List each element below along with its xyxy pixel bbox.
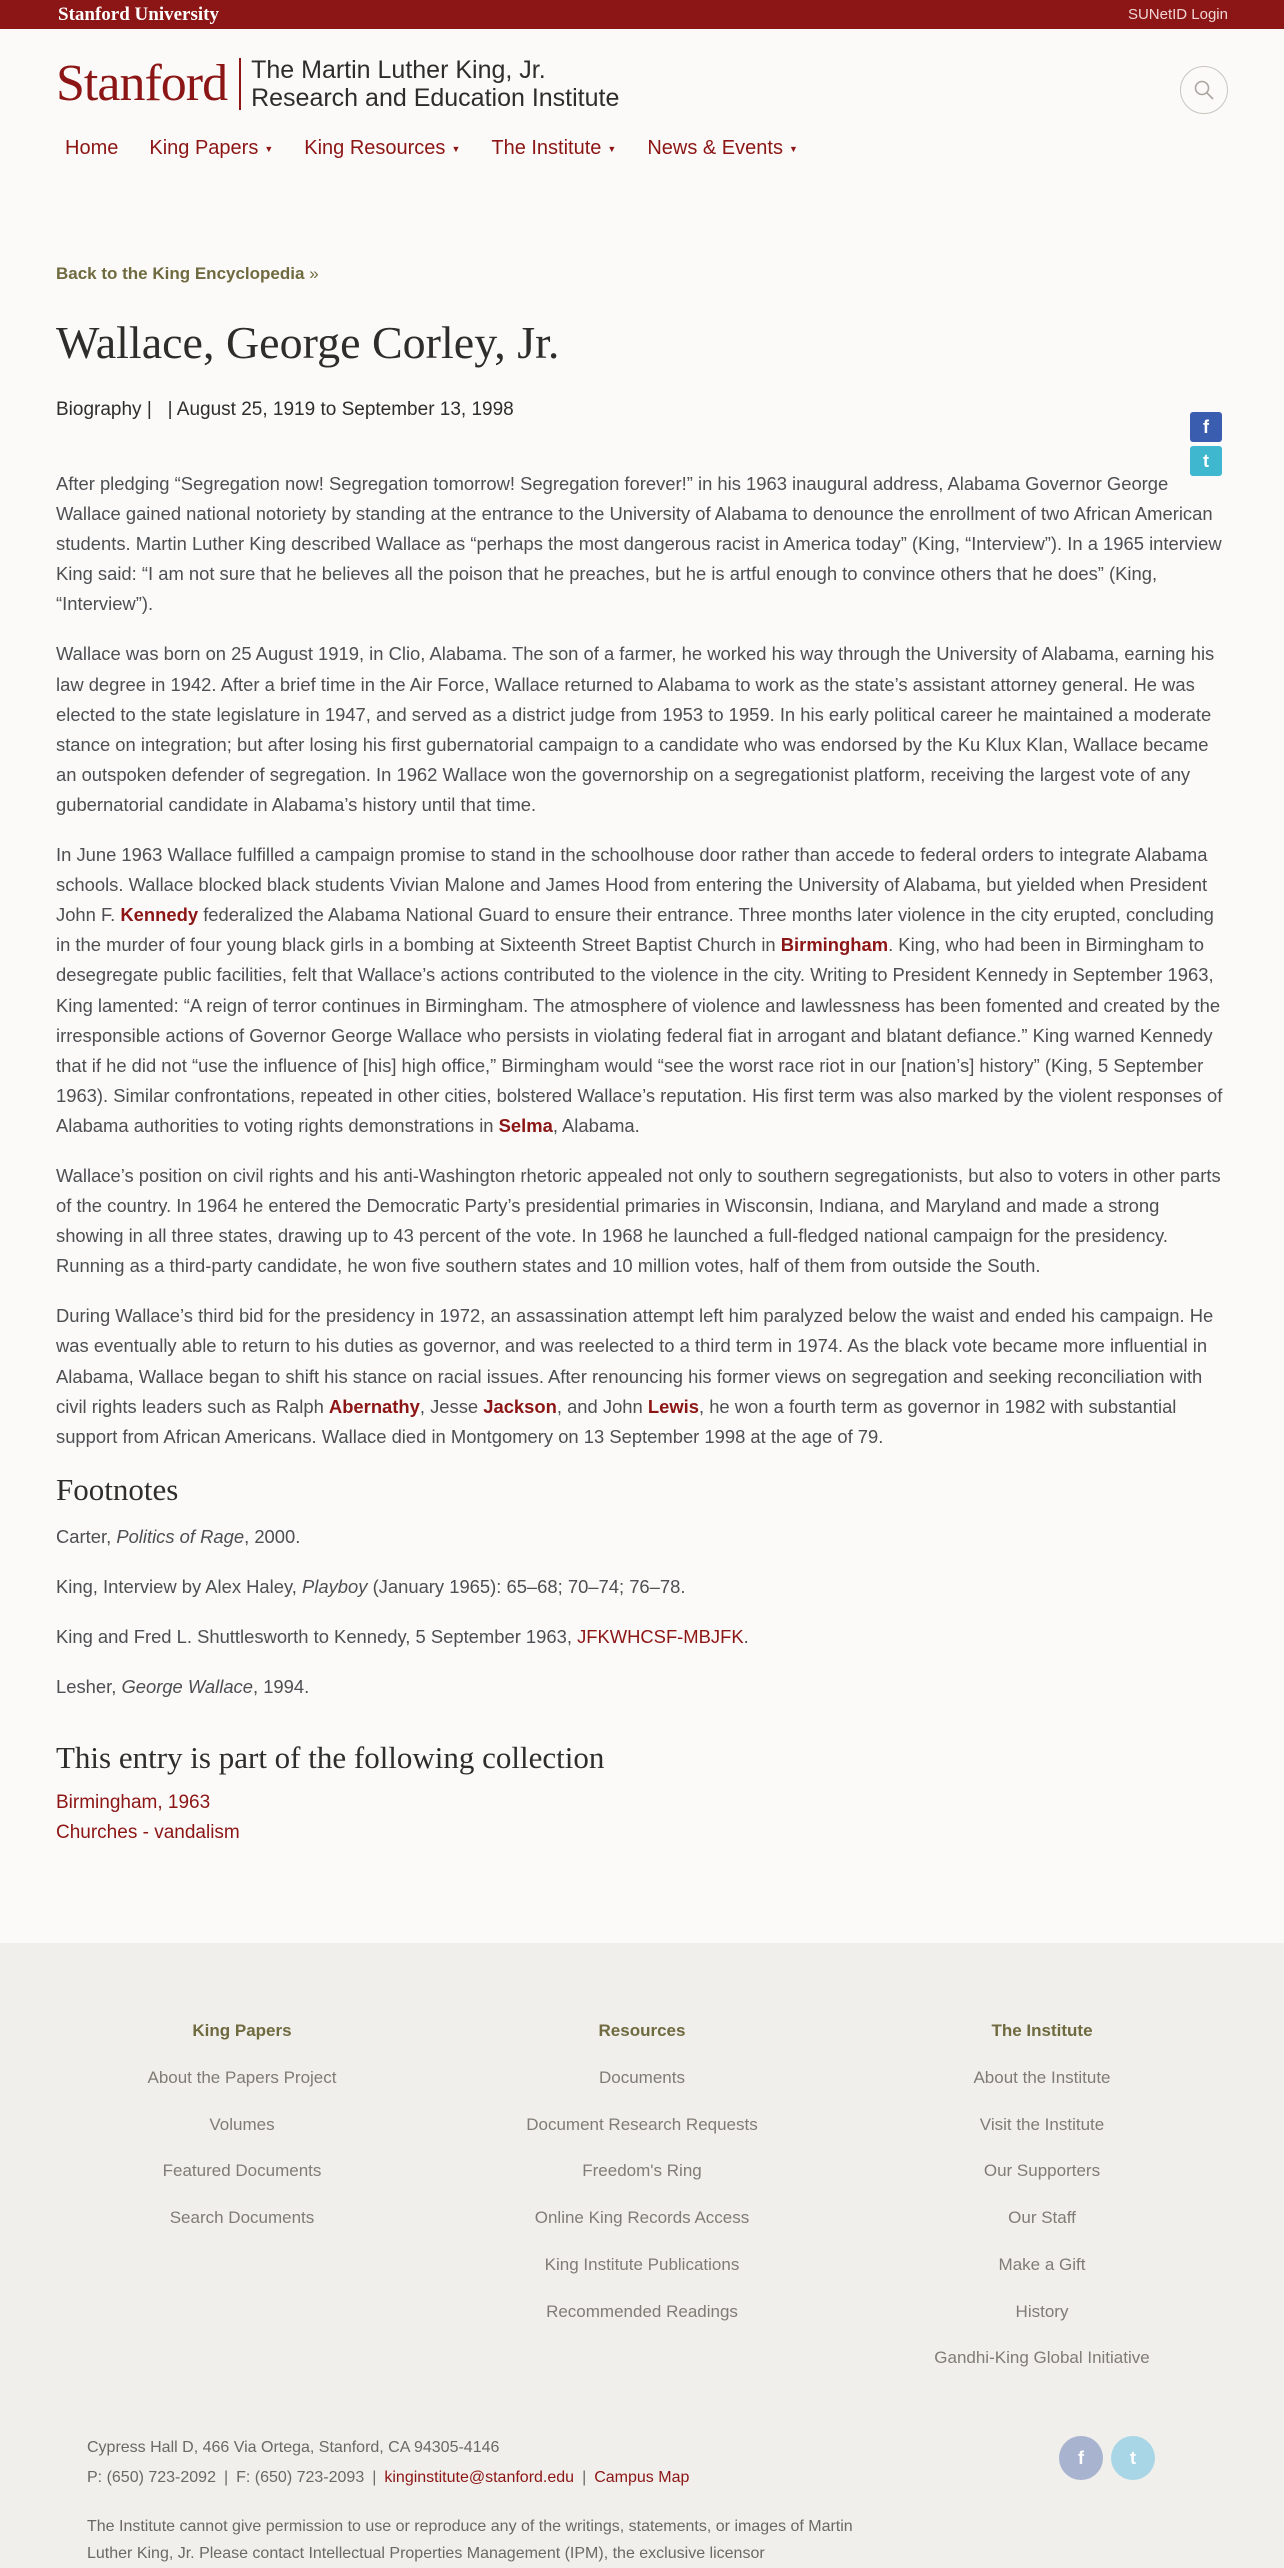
footer-link[interactable]: Gandhi-King Global Initiative (934, 2348, 1150, 2368)
footer-col-king-papers (32, 2021, 452, 2242)
nav-home[interactable] (56, 133, 127, 164)
collection-link-churches[interactable]: Churches - vandalism (56, 1821, 240, 1843)
email-link[interactable]: kinginstitute@stanford.edu (384, 2469, 575, 2486)
text-span: Lesher, (56, 1675, 122, 1697)
page-title: Wallace, George Corley, Jr. (56, 317, 560, 368)
text-span: (January 1965): 65–68; 70–74; 76–78. (367, 1575, 686, 1597)
footnote-2 (56, 1574, 1228, 1600)
nav-king-resources[interactable] (295, 133, 469, 164)
footer-link[interactable]: Documents (599, 2068, 685, 2087)
nav-news-events[interactable] (638, 133, 807, 164)
footer-link[interactable]: King Institute Publications (544, 2254, 740, 2274)
site-brand[interactable] (56, 54, 619, 113)
collection-link-birmingham[interactable]: Birmingham, 1963 (56, 1791, 211, 1813)
footer-link[interactable]: Make a Gift (998, 2254, 1086, 2274)
facebook-icon[interactable]: f (1059, 2436, 1103, 2480)
text-span: , Alabama. (552, 1114, 640, 1136)
text-span: , Jesse (419, 1395, 484, 1417)
facebook-share-icon[interactable]: f (1190, 412, 1222, 442)
kennedy-link[interactable]: Kennedy (120, 904, 199, 926)
entry-dates: August 25, 1919 to September 13, 1998 (176, 399, 514, 420)
footer-link[interactable]: Search Documents (169, 2208, 315, 2228)
magazine-title: Playboy (302, 1575, 368, 1597)
contact-line (87, 2463, 689, 2493)
twitter-icon[interactable]: t (1111, 2436, 1155, 2480)
footer-link[interactable]: Featured Documents (162, 2161, 322, 2181)
footer-link[interactable]: Volumes (209, 2114, 275, 2134)
footnote-1 (56, 1524, 1228, 1550)
paragraph-3 (56, 840, 1228, 1141)
footer-link[interactable]: Our Supporters (983, 2161, 1101, 2181)
birmingham-link[interactable]: Birmingham (780, 934, 889, 956)
text-span: , he won a fourth term as governor in 1982 with substantial support from African Americans. Wallace died in Montgomery on 13 September 1998 at the age of 79. (56, 1395, 1177, 1447)
entry-type: Biography (56, 399, 142, 420)
stanford-logo: Stanford (56, 55, 228, 112)
text-span: . King, who had been in Birmingham to desegregate public facilities, felt that Wallace’s actions contributed to the violence in the city. Writing to President Kennedy in September 1963, King lamented: “A reign of terror continues in Birmingham. The atmosphere of violence and lawlessness has been fomented and created by the irresponsible actions of Governor George Wallace who persists in violating federal fiat in arrogant and blatant defiance.” King warned Kennedy that if he did not “use the influence of [his] high office,” Birmingham would “see the worst race riot in our [nation’s] history” (King, 5 September 1963). Similar confrontations, repeated in other cities, bolstered Wallace’s reputation. His first term was also marked by the violent responses of Alabama authorities to voting rights demonstrations in (56, 934, 1223, 1136)
share-buttons (1190, 412, 1222, 480)
lewis-link[interactable]: Lewis (647, 1395, 699, 1417)
footer-link[interactable]: About the Papers Project (147, 2068, 337, 2087)
phone: P: (650) 723-2092 (87, 2469, 216, 2486)
twitter-share-icon[interactable]: t (1190, 446, 1222, 476)
footer-link[interactable]: About the Institute (973, 2068, 1111, 2087)
nav-king-papers[interactable] (140, 133, 282, 164)
footer-link[interactable]: Freedom's Ring (582, 2161, 702, 2181)
caret-down-icon: ▼ (607, 143, 617, 154)
university-topbar (0, 0, 1284, 29)
jackson-link[interactable]: Jackson (483, 1395, 557, 1417)
text-span: During Wallace’s third bid for the presidency in 1972, an assassination attempt left him paralyzed below the waist and ended his campaign. He was eventually able to return to his duties as governor, and was reelected to a third term in 1974. As the black vote became more influential in Alabama, Wallace began to shift his stance on racial issues. After renouncing his former views on segregation and seeking reconciliation with civil rights leaders such as Ralph (56, 1305, 1214, 1417)
nav-the-institute[interactable] (482, 133, 625, 164)
search-icon (1193, 79, 1215, 101)
brand-divider (239, 58, 241, 110)
back-label: Back to the King Encyclopedia (56, 264, 305, 283)
caret-down-icon: ▼ (451, 143, 461, 154)
footer-heading: King Papers (192, 2021, 292, 2040)
nav-news-events-label: News & Events (647, 137, 783, 159)
footer-social (1059, 2436, 1163, 2480)
text-span: . (743, 1625, 749, 1647)
text-span: In June 1963 Wallace fulfilled a campaign promise to stand in the schoolhouse door rather than accede to federal orders to integrate Alabama schools. Wallace blocked black students Vivian Malone and James Hood from entering the University of Alabama, but yielded when President John F. (56, 844, 1208, 926)
address: Cypress Hall D, 466 Via Ortega, Stanford, CA 94305-4146 (87, 2439, 500, 2456)
main-content (56, 264, 1228, 1848)
footer-col-institute (832, 2021, 1252, 2382)
raquo-icon: » (309, 264, 319, 283)
main-nav (56, 133, 820, 164)
site-footer (0, 1943, 1284, 2568)
collection-heading: This entry is part of the following collection (56, 1739, 605, 1775)
institute-name-line1: The Martin Luther King, Jr. (251, 55, 546, 84)
institute-name (251, 56, 619, 112)
footer-link[interactable]: Online King Records Access (534, 2208, 750, 2228)
institute-name-line2: Research and Education Institute (251, 83, 620, 112)
text-span: King and Fred L. Shuttlesworth to Kennedy, 5 September 1963, (56, 1625, 578, 1647)
footer-heading: Resources (598, 2021, 686, 2040)
entry-meta: Biography | | August 25, 1919 to September 13, 1998 (56, 399, 514, 420)
back-to-encyclopedia-link[interactable] (56, 264, 319, 283)
caret-down-icon: ▼ (264, 143, 274, 154)
paragraph-5 (56, 1301, 1228, 1451)
footer-link[interactable]: Document Research Requests (526, 2114, 758, 2134)
search-button[interactable] (1180, 66, 1228, 114)
legal-notice: The Institute cannot give permission to use or reproduce any of the writings, statements, or images of Martin Luther King, Jr. Please contact Intellectual Properties Management (IPM), the exclusive licensor (87, 2518, 853, 2562)
article-body (56, 469, 1228, 1452)
nav-home-label: Home (65, 137, 119, 159)
footer-link[interactable]: History (1015, 2301, 1069, 2321)
abernathy-link[interactable]: Abernathy (328, 1395, 420, 1417)
text-span: , and John (556, 1395, 648, 1417)
nav-king-resources-label: King Resources (304, 137, 446, 159)
campus-map-link[interactable]: Campus Map (594, 2469, 690, 2486)
paragraph-2: Wallace was born on 25 August 1919, in Clio, Alabama. The son of a farmer, he worked his way through the University of Alabama, earning his law degree in 1942. After a brief time in the Air Force, Wallace returned to Alabama to work as the state’s assistant attorney general. He was elected to the state legislature in 1947, and served as a district judge from 1953 to 1959. In his early political career he maintained a moderate stance on integration; but after losing his first gubernatorial campaign to a candidate who was endorsed by the Ku Klux Klan, Wallace became an outspoken defender of segregation. In 1962 Wallace won the governorship on a segregationist platform, receiving the largest vote of any gubernatorial candidate in Alabama’s history until that time. (56, 643, 1215, 815)
book-title: George Wallace (121, 1675, 253, 1697)
text-span: Carter, (56, 1525, 117, 1547)
nav-king-papers-label: King Papers (149, 137, 259, 159)
nav-the-institute-label: The Institute (491, 137, 602, 159)
paragraph-4: Wallace’s position on civil rights and his anti-Washington rhetoric appealed not only to southern segregationists, but also to voters in other parts of the country. In 1964 he entered the Democratic Party’s presidential primaries in Wisconsin, Indiana, and Maryland and made a strong showing in all three states, drawing up to 43 percent of the vote. In 1968 he launched a full-fledged national campaign for the presidency. Running as a third-party candidate, he won five southern states and 10 million votes, half of them from outside the South. (56, 1164, 1221, 1277)
separator: | (372, 2469, 377, 2486)
jfkwhcsf-link[interactable]: JFKWHCSF-MBJFK (577, 1625, 744, 1647)
text-span: , 1994. (252, 1675, 310, 1697)
footnote-3 (56, 1624, 1228, 1650)
text-span: federalized the Alabama National Guard to ensure their entrance. Three months later violence in the city erupted, concluding in the murder of four young black girls in a bombing at Sixteenth Street Baptist Church in (56, 904, 1214, 956)
book-title: Politics of Rage (116, 1525, 245, 1547)
separator: | (582, 2469, 587, 2486)
footer-link[interactable]: Our Staff (1008, 2208, 1076, 2228)
footer-heading: The Institute (991, 2021, 1093, 2040)
text-span: , 2000. (244, 1525, 301, 1547)
fax: F: (650) 723-2093 (236, 2469, 365, 2486)
text-span: King, Interview by Alex Haley, (56, 1575, 303, 1597)
separator: | (223, 2469, 229, 2486)
caret-down-icon: ▼ (788, 143, 798, 154)
paragraph-1: After pledging “Segregation now! Segregation tomorrow! Segregation forever!” in his 1963 inaugural address, Alabama Governor George Wallace gained national notoriety by standing at the entrance to the University of Alabama to denounce the enrollment of two African American students. Martin Luther King described Wallace as “perhaps the most dangerous racist in America today” (King, “Interview”). In a 1965 interview King said: “I am not sure that he believes all the poison that he preaches, but he is artful enough to convince others that he does” (King, “Interview”). (56, 473, 1222, 615)
footer-col-resources (432, 2021, 852, 2335)
footer-link[interactable]: Recommended Readings (546, 2301, 738, 2321)
footnotes-heading: Footnotes (56, 1471, 179, 1507)
stanford-university-link[interactable]: Stanford University (58, 3, 219, 25)
footer-link[interactable]: Visit the Institute (979, 2114, 1105, 2134)
sunetid-login-link[interactable]: SUNetID Login (1127, 6, 1228, 23)
selma-link[interactable]: Selma (498, 1114, 553, 1136)
footnote-4 (56, 1674, 1228, 1700)
contact-info (87, 2433, 689, 2493)
